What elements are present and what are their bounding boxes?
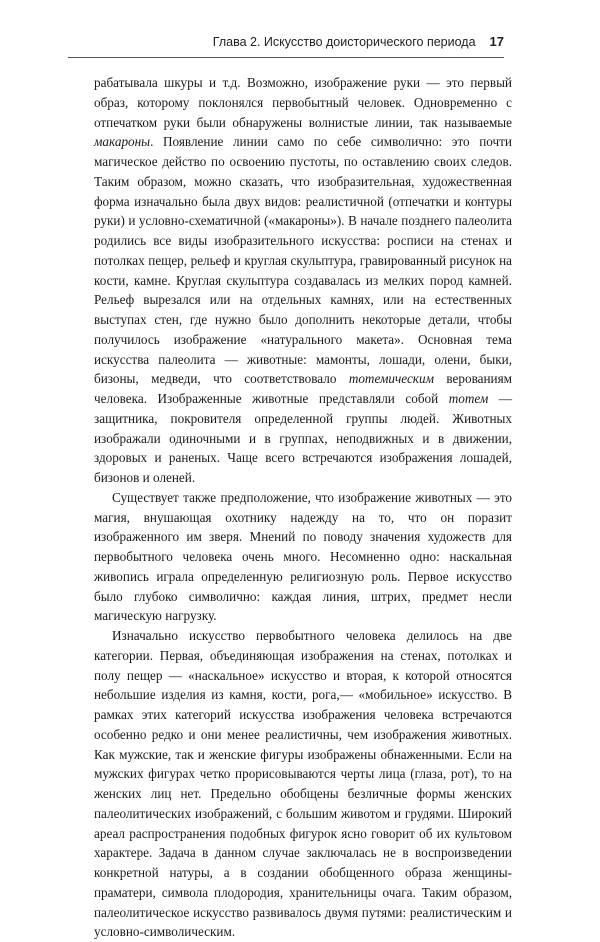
text-run: рабатывала шкуры и т.д. Возможно, изображение руки — это первый образ, которому поклонялся первобытный человек. Одновременно с отпечатком руки были обнаружены волнистые линии, так называемые: [94, 75, 512, 130]
italic-term: тотемическим: [348, 371, 434, 387]
page-number: 17: [489, 34, 504, 49]
text-run: Изначально искусство первобытного человека делилось на две категории. Первая, объединяющая изображения на стенах, потолках и полу пещер — «наскальное» искусство и вторая, к которой относятся небольшие изделия из камня, кости, рога,— «мобильное» искусство. В рамках этих категорий искусства изображения человека встречаются особенно редко и они менее реалистичны, чем изображения животных. Как мужские, так и женские фигуры изображены обнаженными. Если на мужских фигурах четко прорисовываются черты лица (глаза, рот), то на женских лиц нет. Предельно обобщены безличные формы женских палеолитических изображений, с большим животом и грудями. Широкий ареал распространения подобных фигурок ясно говорит об их культовом характере. Задача в данном случае заключалась не в воспроизведении конкретной натуры, а в создании обобщенного образа женщины-праматери, символа плодородия, хранительницы очага. Таким образом, палеолитическое искусство развивалось двумя путями: реалистическим и условно-символическим.: [94, 628, 512, 940]
text-run: — защитника, покровителя определенной группы людей. Животных изображали одиночными и в группах, неподвижных и в движении, здоровых и раненых. Чаще всего встречаются изображения лошадей, бизонов и оленей.: [94, 391, 512, 485]
paragraph: [94, 488, 512, 626]
text-run: Существует также предположение, что изображение животных — это магия, внушающая охотнику надежду на то, что он поразит изображенного им зверя. Мнений по поводу значения художеств для первобытного человека очень много. Несомненно одно: наскальная живопись играла определенную религиозную роль. Первое искусство было глубоко символично: каждая линия, штрих, предмет несли магическую нагрузку.: [94, 489, 512, 624]
paragraph: [94, 626, 512, 942]
header-divider: [68, 57, 504, 58]
italic-term: макароны: [94, 134, 151, 150]
running-header: [68, 34, 504, 49]
chapter-title: Глава 2. Искусство доисторического периода: [212, 35, 476, 49]
paragraph: [94, 73, 512, 488]
italic-term: тотем: [448, 391, 489, 406]
body-text: [94, 73, 512, 942]
text-run: верованиям человека. Изображенные животные представляли собой: [94, 371, 513, 406]
text-run: . Появление линии само по себе символично: это почти магическое действо по освоению пустоты, по оставлению своих следов. Таким образом, можно сказать, что изобразительная, художественная форма изначально была двух видов: реалистичной (отпечатки и контуры руки) и условно-схематичной («макароны»). В начале позднего палеолита родились все виды изобразительного искусства: росписи на стенах и потолках пещер, рельеф и круглая скульптура, гравированный рисунок на кости, камне. Круглая скульптура создавалась из мелких пород камней. Рельеф вырезался или на отдельных камнях, или на естественных выступах стен, где нужно было дополнить некоторые детали, чтобы получилось изображение «натурального макета». Основная тема искусства палеолита — животные: мамонты, лошади, олени, быки, бизоны, медведи, что соответствовало: [94, 134, 512, 387]
